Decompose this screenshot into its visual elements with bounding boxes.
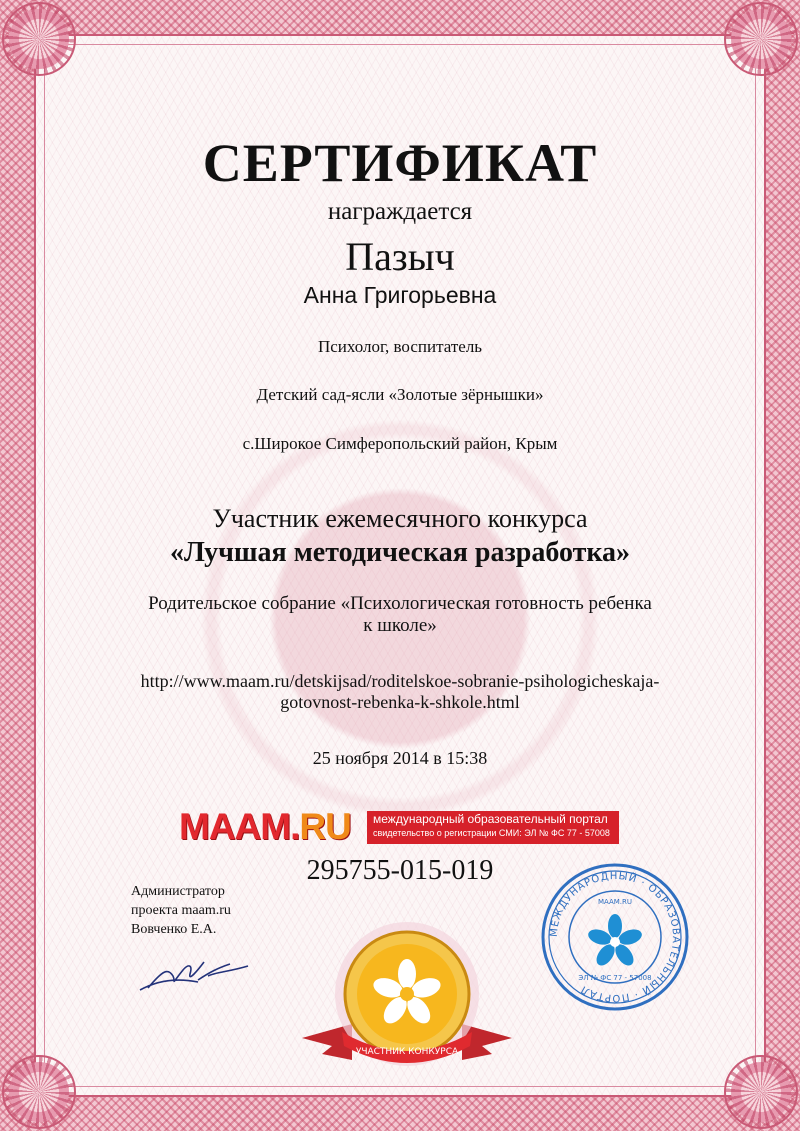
work-title-line: к школе» bbox=[363, 615, 437, 636]
medal-icon bbox=[292, 920, 522, 1070]
stamp-bottom-text: ЭЛ № ФС 77 - 57008 bbox=[578, 974, 652, 982]
certificate-number: 295755-015-019 bbox=[306, 855, 494, 886]
admin-block bbox=[131, 882, 231, 939]
corner-rosette-icon bbox=[2, 1055, 76, 1129]
recipient-position: Психолог, воспитатель bbox=[317, 337, 483, 356]
portal-band bbox=[367, 811, 619, 844]
portal-tagline: международный образовательный портал bbox=[373, 812, 608, 826]
logo-main: MAAM. bbox=[179, 806, 300, 847]
stamp-ring-text: МЕЖДУНАРОДНЫЙ · ОБРАЗОВАТЕЛЬНЫЙ · ПОРТАЛ bbox=[548, 870, 682, 1004]
stamp-inner-text: MAAM.RU bbox=[597, 898, 633, 906]
signature-icon bbox=[138, 950, 258, 1000]
work-url-line[interactable]: http://www.maam.ru/detskijsad/roditelskoe-sobranie-psihologicheskaja- bbox=[140, 671, 660, 691]
recipient-name: Анна Григорьевна bbox=[303, 282, 497, 308]
contest-name: «Лучшая методическая разработка» bbox=[169, 537, 631, 568]
recipient-location: с.Широкое Симферопольский район, Крым bbox=[242, 434, 558, 453]
work-url-line[interactable]: gotovnost-rebenka-k-shkole.html bbox=[280, 692, 520, 712]
maam-logo bbox=[179, 808, 351, 846]
certificate-title: СЕРТИФИКАТ bbox=[202, 133, 598, 193]
work-title bbox=[0, 593, 800, 637]
admin-project: проекта maam.ru bbox=[131, 903, 231, 918]
medal-ribbon-text: УЧАСТНИК КОНКУРСА bbox=[355, 1047, 459, 1057]
stamp-icon bbox=[540, 862, 690, 1012]
recipient-surname: Пазыч bbox=[345, 234, 455, 279]
work-title-line: Родительское собрание «Психологическая готовность ребенка bbox=[148, 593, 652, 614]
corner-rosette-icon bbox=[724, 2, 798, 76]
logo-ru: RU bbox=[299, 806, 351, 847]
admin-name: Вовченко Е.А. bbox=[131, 922, 217, 937]
corner-rosette-icon bbox=[2, 2, 76, 76]
certificate-date: 25 ноября 2014 в 15:38 bbox=[312, 748, 488, 768]
work-url[interactable] bbox=[0, 671, 800, 713]
corner-rosette-icon bbox=[724, 1055, 798, 1129]
admin-title: Администратор bbox=[131, 884, 225, 899]
awarded-label: награждается bbox=[327, 198, 473, 225]
participant-label: Участник ежемесячного конкурса bbox=[212, 504, 588, 533]
portal-registration: свидетельство о регистрации СМИ: ЭЛ № ФС 77 - 57008 bbox=[373, 828, 610, 838]
maam-banner bbox=[179, 808, 619, 846]
recipient-organization: Детский сад-ясли «Золотые зёрнышки» bbox=[256, 385, 544, 404]
